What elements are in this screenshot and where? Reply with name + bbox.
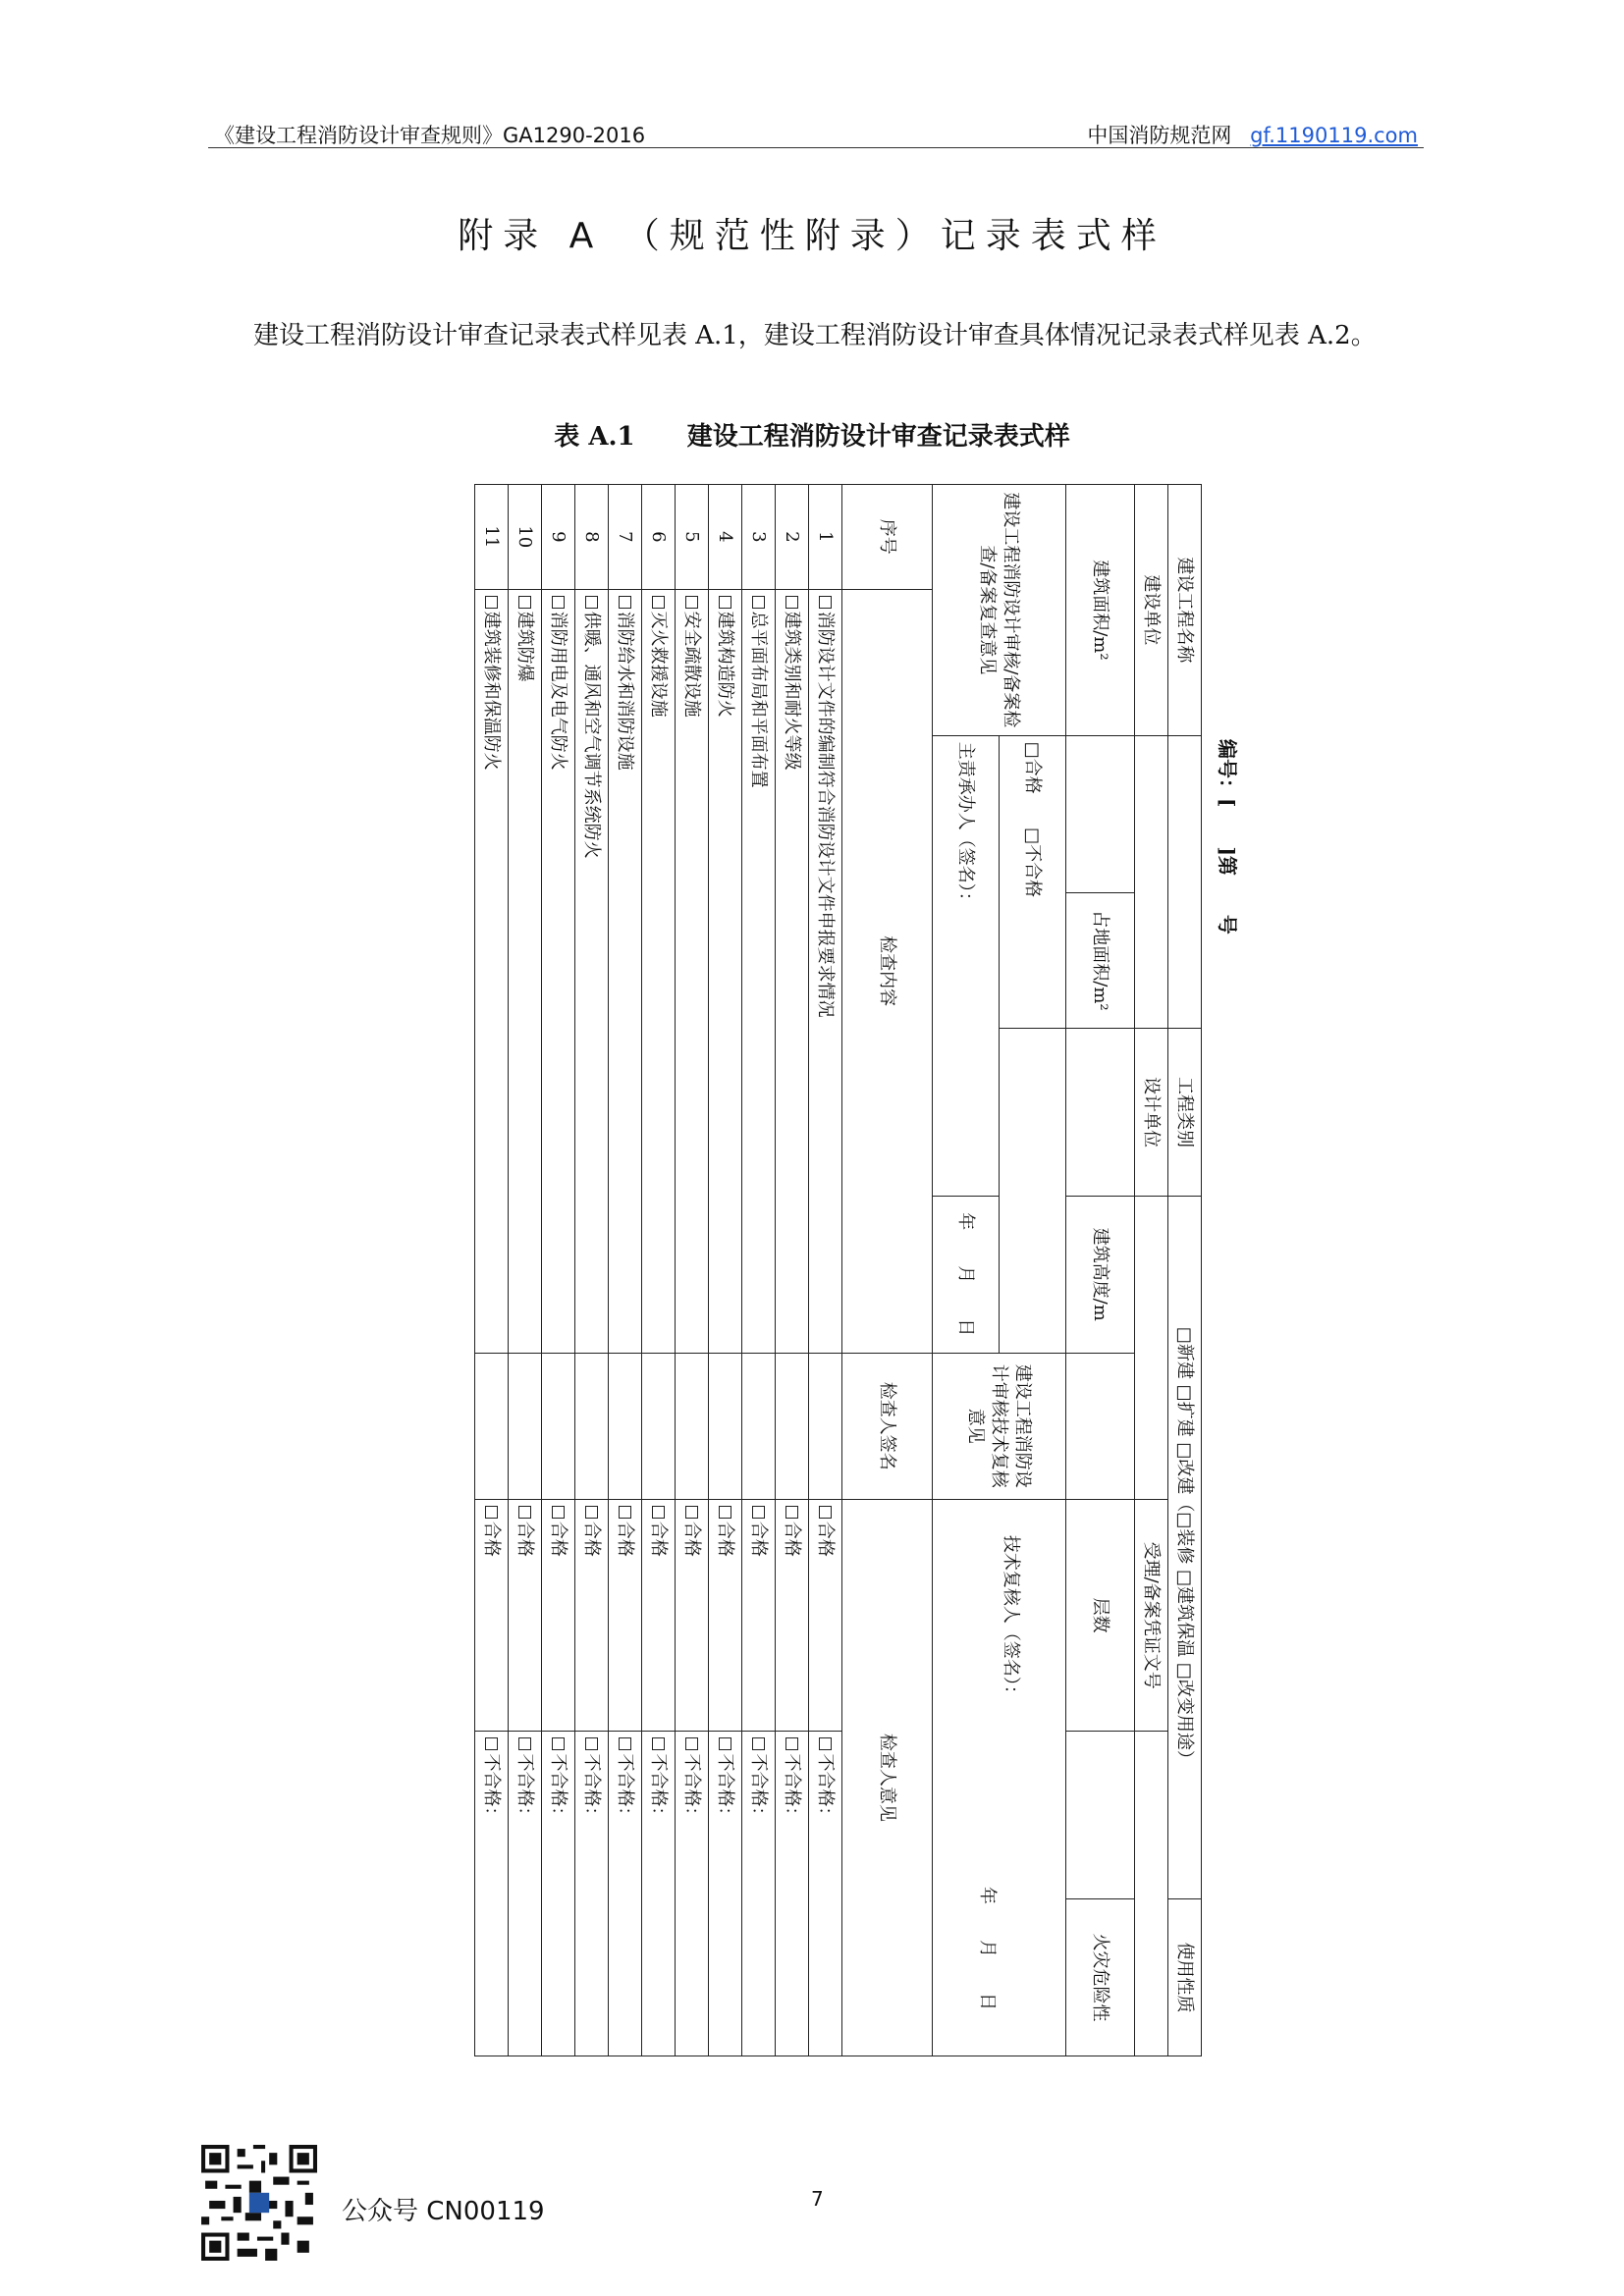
opinion-pass[interactable]: □合格 <box>1022 741 1044 794</box>
checklist-content-text: 安全疏散设施 <box>681 611 703 718</box>
table-caption <box>0 416 1624 453</box>
checklist-fail-text: 不合格： <box>581 1753 603 1825</box>
checklist-row <box>542 485 575 2056</box>
checklist-no: 10 <box>509 485 542 590</box>
checklist-fail[interactable] <box>676 1732 709 2056</box>
checklist-no: 3 <box>742 485 776 590</box>
checklist-pass-text: 合格 <box>681 1521 703 1557</box>
checklist-fail[interactable] <box>642 1732 676 2056</box>
checklist-inspector-cell[interactable] <box>642 1353 676 1499</box>
checkbox-icon[interactable] <box>820 1506 833 1519</box>
checkbox-icon[interactable] <box>686 1506 699 1519</box>
opinion-fail[interactable]: □不合格 <box>1022 828 1044 898</box>
opinion-left-label: 建设工程消防设计审核/备案检查/备案复查意见 <box>933 485 1066 736</box>
checklist-pass-text: 合格 <box>748 1521 770 1557</box>
checkbox-icon[interactable] <box>519 1506 532 1519</box>
main-date: 年 月 日 <box>933 1196 1000 1353</box>
checklist-content-text: 消防设计文件的编制符合消防设计文件申报要求情况 <box>815 611 837 1018</box>
checkbox-icon[interactable] <box>720 1506 732 1519</box>
height-label: 建筑高度/m <box>1066 1196 1135 1353</box>
checklist-content-text: 总平面布局和平面布置 <box>748 611 770 788</box>
checklist-pass[interactable] <box>609 1499 642 1732</box>
checklist-fail-text: 不合格： <box>748 1753 770 1825</box>
main-signer[interactable]: 主责承办人（签名）： <box>933 735 1000 1196</box>
tech-date: 年 月 日 <box>977 1887 999 2010</box>
checklist-body <box>475 485 842 2056</box>
checklist-row <box>809 485 842 2056</box>
checklist-no: 4 <box>709 485 742 590</box>
checklist-fail[interactable] <box>475 1732 509 2056</box>
checklist-row <box>475 485 509 2056</box>
checklist-inspector-cell[interactable] <box>542 1353 575 1499</box>
checklist-pass[interactable] <box>642 1499 676 1732</box>
checklist-fail-text: 不合格： <box>514 1753 536 1825</box>
checklist-pass-text: 合格 <box>815 1521 837 1557</box>
checkbox-icon[interactable] <box>553 1737 566 1750</box>
qr-code-icon <box>201 2145 317 2261</box>
land-label: 占地面积/m² <box>1066 892 1135 1029</box>
doc-number-label: 受理/备案凭证文号 <box>1135 1499 1168 1732</box>
project-name-label: 建设工程名称 <box>1168 485 1202 736</box>
checklist-fail-text: 不合格： <box>715 1753 736 1825</box>
checklist-pass-text: 合格 <box>581 1521 603 1557</box>
checkbox-icon[interactable] <box>620 1737 632 1750</box>
checkbox-icon[interactable] <box>553 596 566 609</box>
checklist-fail-text: 不合格： <box>548 1753 569 1825</box>
checklist-row <box>609 485 642 2056</box>
fire-risk-label: 火灾危险性 <box>1066 1899 1135 2056</box>
checklist-no: 5 <box>676 485 709 590</box>
header-site-link[interactable]: gf.1190119.com <box>1250 124 1418 147</box>
checklist-content-text: 灭火救援设施 <box>648 611 670 718</box>
height-value[interactable] <box>1066 1353 1135 1499</box>
checkbox-icon[interactable] <box>653 1737 666 1750</box>
checkbox-icon[interactable] <box>653 596 666 609</box>
checklist-content[interactable] <box>709 589 742 1353</box>
usage-label: 使用性质 <box>1168 1899 1202 2056</box>
checklist-inspector-cell[interactable] <box>776 1353 809 1499</box>
checkbox-icon[interactable] <box>620 1506 632 1519</box>
checkbox-icon[interactable] <box>786 1737 799 1750</box>
checkbox-icon[interactable] <box>620 596 632 609</box>
checklist-pass[interactable] <box>742 1499 776 1732</box>
checklist-inspector-cell[interactable] <box>809 1353 842 1499</box>
checklist-content-text: 建筑类别和耐火等级 <box>782 611 803 771</box>
checkbox-icon[interactable] <box>753 1737 766 1750</box>
checklist-pass-text: 合格 <box>648 1521 670 1557</box>
checkbox-icon[interactable] <box>720 1737 732 1750</box>
checklist-no: 2 <box>776 485 809 590</box>
checklist-pass[interactable] <box>509 1499 542 1732</box>
checklist-row <box>642 485 676 2056</box>
checklist-inspector-cell[interactable] <box>475 1353 509 1499</box>
checklist-content-text: 建筑防爆 <box>514 611 536 682</box>
checklist-content-text: 供暖、通风和空气调节系统防火 <box>581 611 603 859</box>
checklist-row <box>509 485 542 2056</box>
checkbox-icon[interactable] <box>753 596 766 609</box>
checklist-inspector-cell[interactable] <box>575 1353 609 1499</box>
checklist-content[interactable] <box>742 589 776 1353</box>
checklist-pass[interactable] <box>809 1499 842 1732</box>
checklist-pass[interactable] <box>776 1499 809 1732</box>
checklist-content-text: 建筑装修和保温防火 <box>481 611 503 771</box>
designer-label: 设计单位 <box>1135 1029 1168 1197</box>
checkbox-icon[interactable] <box>686 1737 699 1750</box>
checklist-row <box>575 485 609 2056</box>
checklist-pass[interactable] <box>676 1499 709 1732</box>
header-site-name: 中国消防规范网 <box>1087 124 1232 147</box>
checklist-row <box>709 485 742 2056</box>
checkbox-icon[interactable] <box>586 1506 599 1519</box>
checklist-fail-text: 不合格： <box>648 1753 670 1825</box>
checkbox-icon[interactable] <box>753 1506 766 1519</box>
col-opinion-header: 检查人意见 <box>842 1499 933 2056</box>
header-divider <box>208 147 1424 148</box>
checklist-no: 7 <box>609 485 642 590</box>
checklist-inspector-cell[interactable] <box>742 1353 776 1499</box>
checklist-content[interactable] <box>575 589 609 1353</box>
checklist-pass-text: 合格 <box>514 1521 536 1557</box>
checklist-pass-text: 合格 <box>548 1521 569 1557</box>
table-caption-text: 建设工程消防设计审查记录表式样 <box>686 422 1070 452</box>
header-doc-title: 《建设工程消防设计审查规则》GA1290-2016 <box>214 124 646 147</box>
checklist-content[interactable] <box>642 589 676 1353</box>
checklist-fail[interactable] <box>742 1732 776 2056</box>
checkbox-icon[interactable] <box>586 1737 599 1750</box>
checklist-content[interactable] <box>475 589 509 1353</box>
checklist-fail[interactable] <box>709 1732 742 2056</box>
table-caption-number: 表 A.1 <box>554 422 635 452</box>
checklist-row <box>776 485 809 2056</box>
checklist-content-text: 消防给水和消防设施 <box>615 611 636 771</box>
form-serial <box>1215 484 1243 2056</box>
checklist-header-row <box>842 485 933 2056</box>
checkbox-icon[interactable] <box>486 1506 499 1519</box>
checklist-pass-text: 合格 <box>782 1521 803 1557</box>
checklist-fail[interactable] <box>609 1732 642 2056</box>
checklist-content[interactable] <box>542 589 575 1353</box>
checklist-fail[interactable] <box>809 1732 842 2056</box>
checkbox-icon[interactable] <box>519 596 532 609</box>
builder-value[interactable] <box>1135 735 1168 1028</box>
appendix-title: 附录 A （规范性附录）记录表式样 <box>458 216 1166 256</box>
checklist-pass[interactable] <box>575 1499 609 1732</box>
rotated-form <box>471 484 1239 2056</box>
col-inspector-header: 检查人签名 <box>842 1353 933 1499</box>
checklist-row <box>676 485 709 2056</box>
floors-value[interactable] <box>1066 1732 1135 1899</box>
opinion-pass-fail[interactable] <box>1000 735 1066 1028</box>
checklist-no: 1 <box>809 485 842 590</box>
checkbox-icon[interactable] <box>820 1737 833 1750</box>
checklist-fail-text: 不合格： <box>481 1753 503 1825</box>
checklist-content-text: 消防用电及电气防火 <box>548 611 569 771</box>
row-units <box>1135 485 1168 2056</box>
checkbox-icon[interactable] <box>519 1737 532 1750</box>
checkbox-icon[interactable] <box>586 596 599 609</box>
builder-label: 建设单位 <box>1135 485 1168 736</box>
checklist-pass-text: 合格 <box>715 1521 736 1557</box>
checklist-fail[interactable] <box>575 1732 609 2056</box>
tech-review-label: 建设工程消防设计审核技术复核意见 <box>933 1353 1066 1499</box>
checklist-pass[interactable] <box>542 1499 575 1732</box>
checklist-content[interactable] <box>509 589 542 1353</box>
row-opinion-top <box>1000 485 1066 2056</box>
footer-public-account: 公众号 CN00119 <box>342 2197 545 2226</box>
checklist-inspector-cell[interactable] <box>609 1353 642 1499</box>
checklist-pass-text: 合格 <box>481 1521 503 1557</box>
form-serial-text: 编号：[ ]第 号 <box>1216 739 1239 934</box>
record-form-table <box>474 484 1202 2056</box>
checklist-fail-text: 不合格： <box>615 1753 636 1825</box>
checkbox-icon[interactable] <box>653 1506 666 1519</box>
col-content-header: 检查内容 <box>842 589 933 1353</box>
checklist-row <box>742 485 776 2056</box>
checklist-fail[interactable] <box>776 1732 809 2056</box>
checklist-content-text: 建筑构造防火 <box>715 611 736 718</box>
doc-number-value[interactable] <box>1135 1732 1168 2056</box>
checkbox-icon[interactable] <box>486 596 499 609</box>
intro-paragraph: 建设工程消防设计审查记录表式样见表 A.1，建设工程消防设计审查具体情况记录表式样见表 A.2。 <box>253 321 1377 350</box>
project-name-value[interactable] <box>1168 735 1202 1028</box>
checkbox-icon[interactable] <box>720 596 732 609</box>
col-no-header: 序号 <box>842 485 933 590</box>
checklist-fail-text: 不合格： <box>815 1753 837 1825</box>
checklist-content[interactable] <box>609 589 642 1353</box>
checkbox-icon[interactable] <box>820 596 833 609</box>
checkbox-icon[interactable] <box>486 1737 499 1750</box>
row-project <box>1168 485 1202 2056</box>
floors-label: 层数 <box>1066 1499 1135 1732</box>
checklist-fail-text: 不合格： <box>681 1753 703 1825</box>
checklist-inspector-cell[interactable] <box>709 1353 742 1499</box>
checklist-content[interactable] <box>776 589 809 1353</box>
checklist-fail[interactable] <box>509 1732 542 2056</box>
page-number: 7 <box>811 2187 824 2211</box>
tech-signer: 技术复核人（签名）： <box>1001 1534 1022 1703</box>
land-value[interactable] <box>1066 1029 1135 1197</box>
checklist-pass[interactable] <box>709 1499 742 1732</box>
area-label: 建筑面积/m² <box>1066 485 1135 736</box>
checklist-no: 11 <box>475 485 509 590</box>
checklist-no: 9 <box>542 485 575 590</box>
checklist-no: 6 <box>642 485 676 590</box>
checkbox-icon[interactable] <box>553 1506 566 1519</box>
checklist-fail[interactable] <box>542 1732 575 2056</box>
checkbox-icon[interactable] <box>786 596 799 609</box>
checklist-no: 8 <box>575 485 609 590</box>
project-type-label: 工程类别 <box>1168 1029 1202 1197</box>
area-value[interactable] <box>1066 735 1135 892</box>
checklist-pass[interactable] <box>475 1499 509 1732</box>
tech-review-area[interactable] <box>933 1499 1066 2056</box>
checklist-pass-text: 合格 <box>615 1521 636 1557</box>
checklist-inspector-cell[interactable] <box>676 1353 709 1499</box>
checklist-content[interactable] <box>676 589 709 1353</box>
opinion-blank <box>1000 1029 1066 1353</box>
checklist-fail-text: 不合格： <box>782 1753 803 1825</box>
row-metrics <box>1066 485 1135 2056</box>
checklist-inspector-cell[interactable] <box>509 1353 542 1499</box>
checkbox-icon[interactable] <box>786 1506 799 1519</box>
header-site <box>1087 120 1418 149</box>
checklist-content[interactable] <box>809 589 842 1353</box>
project-type-options[interactable]: □新建 □扩建 □改建（□装修 □建筑保温 □改变用途） <box>1168 1196 1202 1898</box>
checkbox-icon[interactable] <box>686 596 699 609</box>
designer-value[interactable] <box>1135 1196 1168 1499</box>
